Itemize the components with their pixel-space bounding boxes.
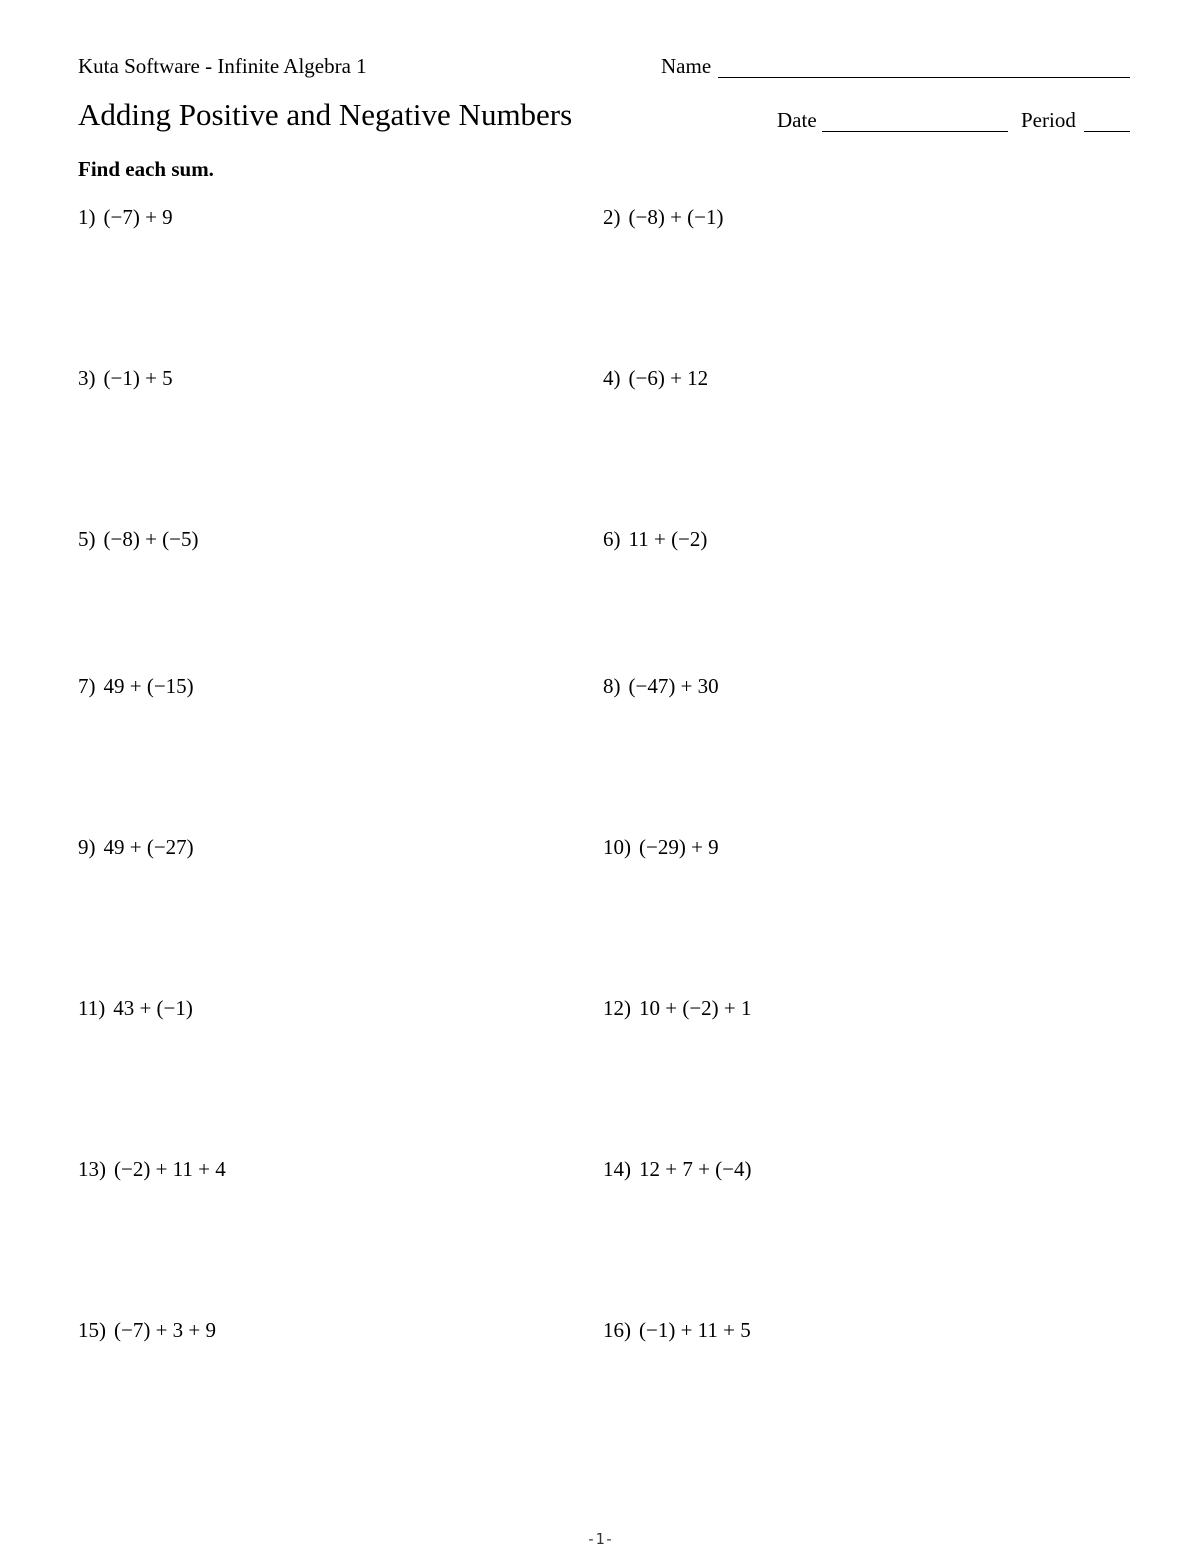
problem-5 (78, 527, 199, 552)
date-label: Date (777, 108, 817, 132)
problem-number: 5) (78, 527, 96, 551)
problem-expression: (−7) + 9 (103, 205, 173, 229)
problem-11 (78, 996, 193, 1021)
problem-expression: (−8) + (−1) (628, 205, 724, 229)
problem-expression: (−1) + 5 (103, 366, 173, 390)
problem-number: 12) (603, 996, 631, 1020)
problem-number: 10) (603, 835, 631, 859)
problem-expression: (−29) + 9 (639, 835, 719, 859)
problem-expression: (−8) + (−5) (103, 527, 199, 551)
problem-number: 3) (78, 366, 96, 390)
problem-expression: 49 + (−15) (103, 674, 194, 698)
page-number: -1- (586, 1530, 614, 1548)
problem-number: 15) (78, 1318, 106, 1342)
problem-number: 2) (603, 205, 621, 229)
problem-number: 11) (78, 996, 106, 1020)
problem-7 (78, 674, 194, 699)
problem-expression: 11 + (−2) (628, 527, 708, 551)
problem-1 (78, 205, 173, 230)
period-label: Period (1021, 108, 1076, 132)
problem-number: 16) (603, 1318, 631, 1342)
worksheet-title: Adding Positive and Negative Numbers (78, 97, 573, 132)
problem-13 (78, 1157, 226, 1182)
problem-4 (603, 366, 708, 391)
problem-8 (603, 674, 719, 699)
software-header: Kuta Software - Infinite Algebra 1 (78, 54, 367, 78)
date-blank-line (822, 131, 1008, 132)
problem-expression: (−6) + 12 (628, 366, 709, 390)
problem-number: 4) (603, 366, 621, 390)
problem-2 (603, 205, 724, 230)
problem-expression: 43 + (−1) (113, 996, 193, 1020)
problem-6 (603, 527, 707, 552)
instructions: Find each sum. (78, 157, 214, 181)
problem-15 (78, 1318, 216, 1343)
problem-number: 6) (603, 527, 621, 551)
problem-expression: (−2) + 11 + 4 (114, 1157, 226, 1181)
name-blank-line (718, 77, 1130, 78)
problem-expression: 12 + 7 + (−4) (639, 1157, 752, 1181)
problem-expression: (−47) + 30 (628, 674, 719, 698)
problem-expression: 49 + (−27) (103, 835, 194, 859)
problem-expression: (−1) + 11 + 5 (639, 1318, 751, 1342)
problem-number: 13) (78, 1157, 106, 1181)
problem-number: 14) (603, 1157, 631, 1181)
problem-3 (78, 366, 173, 391)
problem-number: 1) (78, 205, 96, 229)
problem-12 (603, 996, 752, 1021)
name-label: Name (661, 54, 712, 78)
problem-16 (603, 1318, 751, 1343)
problem-14 (603, 1157, 752, 1182)
problem-expression: (−7) + 3 + 9 (114, 1318, 217, 1342)
problem-number: 9) (78, 835, 96, 859)
period-blank-line (1084, 131, 1130, 132)
problem-10 (603, 835, 719, 860)
problem-9 (78, 835, 194, 860)
problem-number: 8) (603, 674, 621, 698)
problem-number: 7) (78, 674, 96, 698)
problem-expression: 10 + (−2) + 1 (639, 996, 752, 1020)
